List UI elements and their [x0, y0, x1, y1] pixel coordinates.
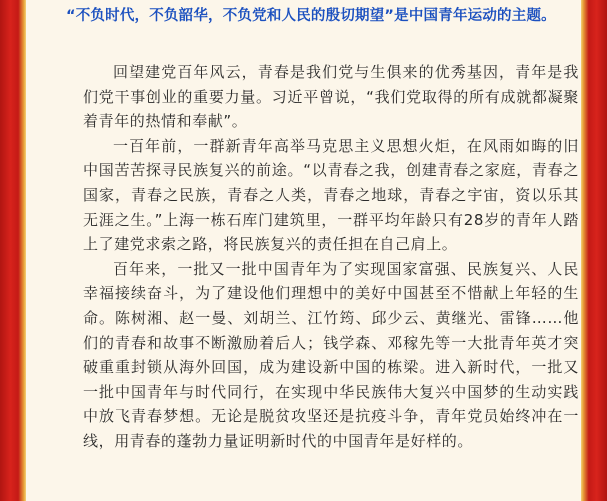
highlighted-theme-sentence: “不负时代，不负韶华，不负党和人民的殷切期望”是中国青年运动的主题。 — [66, 8, 556, 24]
article-paper — [26, 0, 581, 501]
paragraph-2: 一百年前，一群新青年高举马克思主义思想火炬，在风雨如晦的旧中国苦苦探寻民族复兴的前途。“以青春之我，创建青春之家庭，青春之国家，青春之民族，青春之人类，青春之地球，青春之宇宙，资以乐其无涯之生。”上海一栋石库门建筑里，一群平均年龄只有28岁的青年人踏上了建党求索之路，将民族复兴的责任担在自己肩上。 — [83, 136, 579, 254]
paragraph-1: 回望建党百年风云，青春是我们党与生俱来的优秀基因，青年是我们党干事创业的重要力量。习近平曾说，“我们党取得的所有成就都凝聚着青年的热情和奉献”。 — [83, 63, 579, 131]
decorative-red-border-right — [581, 0, 607, 501]
decorative-red-border-left — [0, 0, 26, 501]
paragraph-3: 百年来，一批又一批中国青年为了实现国家富强、民族复兴、人民幸福接续奋斗，为了建设他们理想中的美好中国甚至不惜献上年轻的生命。陈树湘、赵一曼、刘胡兰、江竹筠、邱少云、黄继光、雷锋……他们的青春和故事不断激励着后人；钱学森、邓稼先等一大批青年英才突破重重封锁从海外回国，成为建设新中国的栋梁。进入新时代，一批又一批中国青年与时代同行，在实现中华民族伟大复兴中国梦的生动实践中放飞青春梦想。无论是脱贫攻坚还是抗疫斗争，青年党员始终冲在一线，用青春的蓬勃力量证明新时代的中国青年是好样的。 — [83, 259, 579, 450]
article-body — [83, 60, 579, 454]
